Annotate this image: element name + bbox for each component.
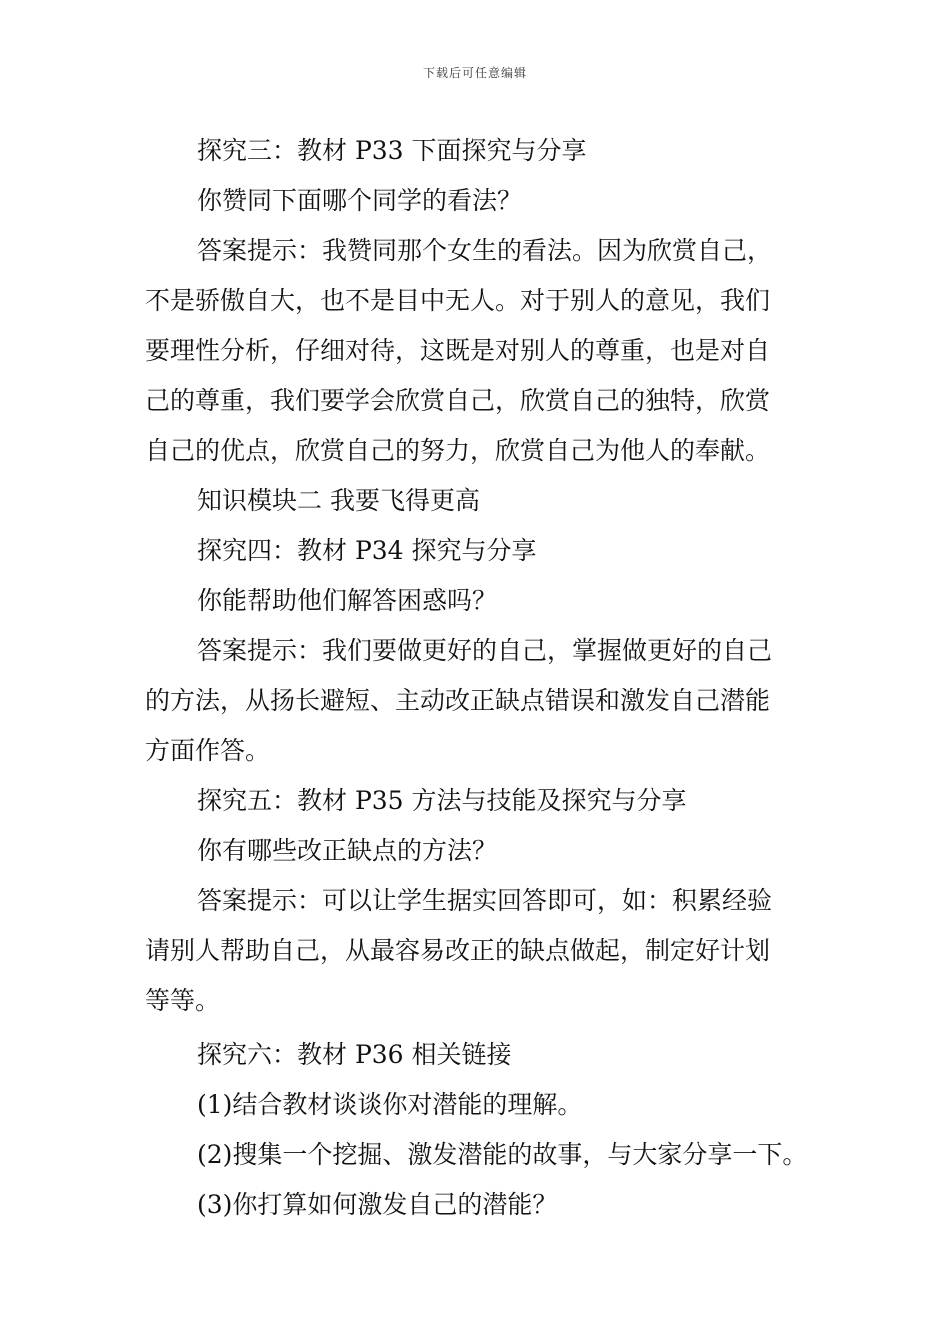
text-line: 你能帮助他们解答困惑吗？	[197, 586, 498, 615]
page-header: 下载后可任意编辑	[422, 66, 527, 80]
section-heading: 知识模块二 我要飞得更高	[197, 486, 480, 515]
text-line: 己的尊重，我们要学会欣赏自己，欣赏自己的独特，欣赏	[145, 386, 771, 415]
text-line: 等等。	[145, 986, 221, 1015]
text-line: 的方法，从扬长避短、主动改正缺点错误和激发自己潜能	[145, 686, 771, 715]
list-item: (1)结合教材谈谈你对潜能的理解。	[197, 1090, 583, 1119]
text-line: 要理性分析，仔细对待，这既是对别人的尊重，也是对自	[145, 336, 771, 365]
text-line: 探究六：教材 P36 相关链接	[197, 1040, 512, 1069]
text-line: 你赞同下面哪个同学的看法？	[197, 186, 523, 215]
list-item: (3)你打算如何激发自己的潜能？	[197, 1190, 558, 1219]
text-line: 自己的优点，欣赏自己的努力，欣赏自己为他人的奉献。	[145, 436, 771, 465]
text-line: 答案提示：我们要做更好的自己，掌握做更好的自己	[197, 636, 773, 665]
text-line: 答案提示：可以让学生据实回答即可，如：积累经验	[197, 886, 773, 915]
document-body	[145, 126, 810, 1230]
text-line: 答案提示：我赞同那个女生的看法。因为欣赏自己，	[197, 236, 773, 265]
text-line: 探究五：教材 P35 方法与技能及探究与分享	[197, 786, 687, 815]
text-line: 探究三：教材 P33 下面探究与分享	[197, 136, 587, 165]
text-line: 方面作答。	[145, 736, 271, 765]
text-line: 请别人帮助自己，从最容易改正的缺点做起，制定好计划	[145, 936, 771, 965]
list-item: (2)搜集一个挖掘、激发潜能的故事，与大家分享一下。	[197, 1140, 808, 1169]
text-line: 你有哪些改正缺点的方法？	[197, 836, 498, 865]
text-line: 不是骄傲自大，也不是目中无人。对于别人的意见，我们	[145, 286, 771, 315]
text-line: 探究四：教材 P34 探究与分享	[197, 536, 537, 565]
